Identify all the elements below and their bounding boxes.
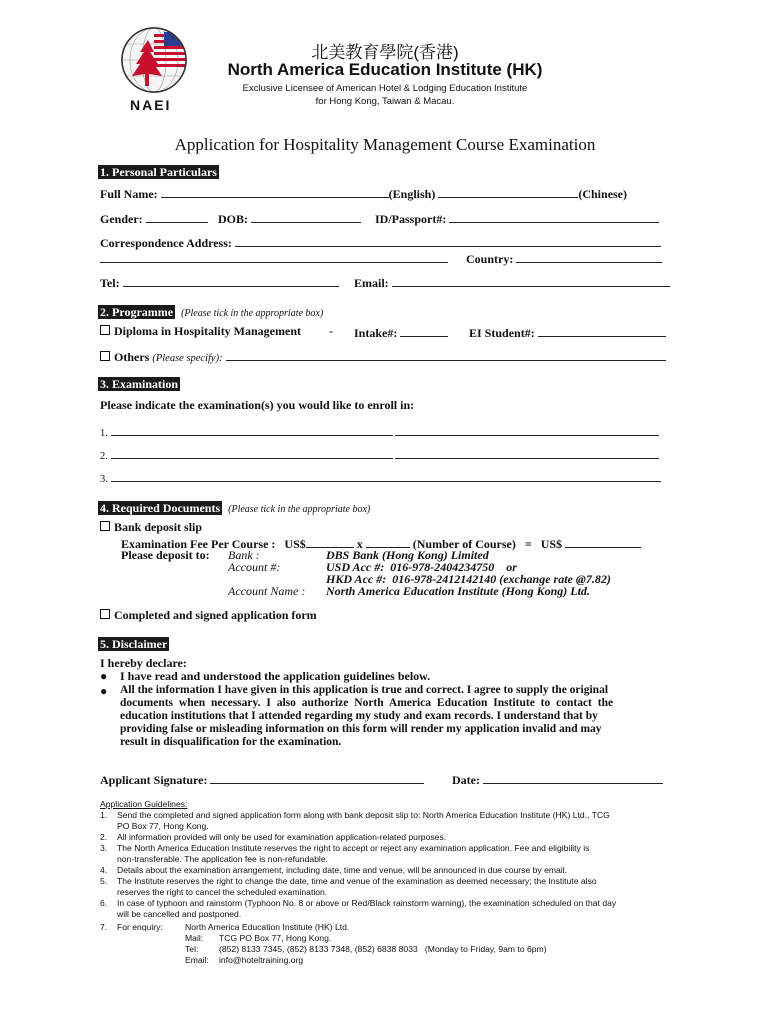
guideline-text: PO Box 77, Hong Kong. <box>117 821 209 831</box>
completed-form-checkbox[interactable] <box>100 609 110 619</box>
guideline-text: Send the completed and signed application form along with bank deposit slip to: North America Education Institute (HK) Ltd., TCG <box>117 810 610 820</box>
others-checkbox[interactable] <box>100 351 110 361</box>
number-of-course-label: (Number of Course) <box>412 537 516 551</box>
exam-row-1 <box>100 425 659 439</box>
guideline-text: The Institute reserves the right to change the date, time and venue of the examination as deemed necessary; the Institute also <box>117 876 597 886</box>
guideline-number: 6. <box>100 898 108 908</box>
licensee-line: Exclusive Licensee of American Hotel & Lodging Education Institute <box>242 83 528 94</box>
mail-label: Mail: <box>185 933 204 943</box>
exam-1-field-b[interactable] <box>395 425 659 436</box>
guideline-number: 5. <box>100 876 108 886</box>
others-specify-hint: (Please specify): <box>152 353 223 364</box>
exam-1-field-a[interactable] <box>111 425 393 436</box>
completed-form-row <box>100 608 317 623</box>
disclaimer-item-2-line-1: All the information I have given in this application is true and correct. I agree to supply the original <box>120 684 609 696</box>
exam-2-number: 2. <box>100 451 108 462</box>
others-field[interactable] <box>226 348 666 361</box>
guideline-number: 4. <box>100 865 108 875</box>
guideline-item <box>100 876 672 898</box>
bank-slip-label: Bank deposit slip <box>114 520 203 534</box>
guideline-text: In case of typhoon and rainstorm (Typhoon No. 8 or above or Red/Black rainstorm warning), the examination scheduled on that day <box>117 898 617 908</box>
dob-label: DOB: <box>218 212 248 226</box>
exam-row-3 <box>100 471 661 485</box>
fee-label: Examination Fee Per Course : <box>121 537 276 551</box>
address-row-2 <box>100 250 448 267</box>
guidelines-title: Application Guidelines: <box>100 799 188 809</box>
completed-form-label: Completed and signed application form <box>114 608 317 622</box>
section-2-header <box>98 303 323 321</box>
others-label: Others <box>114 350 150 364</box>
guideline-text: All information provided will only be used for examination application-related purposes. <box>117 832 447 842</box>
account-name-value: North America Education Institute (Hong Kong) Ltd. <box>326 584 590 598</box>
guideline-item <box>100 810 672 832</box>
full-name-row <box>100 185 627 202</box>
ei-student-label: EI Student#: <box>469 326 535 340</box>
dob-row <box>218 210 361 227</box>
email-row <box>354 274 670 291</box>
gender-label: Gender: <box>100 212 143 226</box>
examination-prompt: Please indicate the examination(s) you would like to enroll in: <box>100 398 415 412</box>
intake-field[interactable] <box>400 324 448 337</box>
exam-row-2 <box>100 448 659 462</box>
tel-label: Tel: <box>100 276 120 290</box>
fee-currency: US$ <box>284 537 306 551</box>
ei-student-field[interactable] <box>538 324 666 337</box>
address-field-1[interactable] <box>235 234 661 247</box>
english-name: North America Education Institute (HK) <box>227 60 543 79</box>
intake-row <box>354 324 448 341</box>
dob-field[interactable] <box>251 210 361 223</box>
bank-slip-row <box>100 520 202 535</box>
date-label: Date: <box>452 773 480 787</box>
hkd-account: HKD Acc #: 016-978-2412142140 (exchange rate @7.82) <box>326 572 611 586</box>
total-amount-field[interactable] <box>565 535 641 548</box>
deposit-label: Please deposit to: <box>121 548 210 562</box>
full-name-chinese-field[interactable] <box>438 185 578 198</box>
email-info-value: info@hoteltraining.org <box>219 955 304 965</box>
english-label: (English) <box>388 187 436 201</box>
ei-student-row <box>469 324 666 341</box>
mail-value: TCG PO Box 77, Hong Kong. <box>219 933 332 943</box>
enquiry-org: North America Education Institute (HK) Ltd. <box>185 922 350 932</box>
guideline-item <box>100 843 672 865</box>
country-field[interactable] <box>516 250 662 263</box>
country-label: Country: <box>466 252 514 266</box>
disclaimer-item-2-line-2: documents when necessary. I also authorize North America Education Institute to contact the <box>120 697 614 709</box>
guideline-number: 2. <box>100 832 108 842</box>
tel-info-label: Tel: <box>185 944 199 954</box>
disclaimer-item-1: I have read and understood the application guidelines below. <box>120 669 431 683</box>
email-field[interactable] <box>392 274 670 287</box>
form-title: Application for Hospitality Management Course Examination <box>174 135 596 154</box>
date-field[interactable] <box>483 771 663 784</box>
guideline-text: Details about the examination arrangement, including date, time and venue, will be announced in due course by email. <box>117 865 568 875</box>
guideline-item <box>100 865 672 876</box>
diploma-row <box>100 324 301 339</box>
intake-label: Intake#: <box>354 326 398 340</box>
exam-2-field-a[interactable] <box>111 448 393 459</box>
disclaimer-item-2-line-4: providing false or misleading information on this form will render my application invalid and may <box>120 723 602 735</box>
disclaimer-item-2-line-5: result in disqualification for the examination. <box>120 736 342 748</box>
guideline-text: The North America Education Institute reserves the right to accept or reject any examination application. Fee and eligibility is <box>117 843 590 853</box>
guideline-number: 3. <box>100 843 108 853</box>
guideline-text: will be cancelled and postponed. <box>117 909 242 919</box>
enquiry-number: 7. <box>100 922 108 932</box>
exam-3-number: 3. <box>100 474 108 485</box>
email-label: Email: <box>354 276 389 290</box>
section-1-heading: 1. Personal Particulars <box>100 165 217 179</box>
fee-amount-field[interactable] <box>306 535 354 548</box>
guideline-number: 1. <box>100 810 108 820</box>
guideline-item <box>100 832 672 843</box>
gender-field[interactable] <box>146 210 208 223</box>
guidelines-list <box>100 810 672 920</box>
bullet-1: ● <box>100 669 108 683</box>
exam-1-number: 1. <box>100 428 108 439</box>
id-field[interactable] <box>449 210 659 223</box>
chinese-label: (Chinese) <box>578 187 628 201</box>
section-2-heading: 2. Programme <box>100 305 174 319</box>
bullet-2: ● <box>100 684 108 698</box>
tel-row <box>100 274 339 291</box>
bank-slip-checkbox[interactable] <box>100 521 110 531</box>
address-row <box>100 234 661 251</box>
exam-3-field[interactable] <box>111 471 661 482</box>
region-line: for Hong Kong, Taiwan & Macau. <box>315 96 455 107</box>
tel-field[interactable] <box>123 274 339 287</box>
country-row <box>466 250 662 267</box>
others-row <box>100 348 666 365</box>
diploma-dash: - <box>329 324 333 338</box>
signature-row <box>100 771 424 788</box>
chinese-name: 北美教育學院(香港) <box>311 43 459 62</box>
disclaimer-item-2-line-3: education institutions that I attended regarding my study and exam records. I understand that by <box>120 710 598 722</box>
logo-text: NAEI <box>130 97 172 113</box>
fee-equals: = <box>524 537 532 551</box>
email-info-label: Email: <box>185 955 209 965</box>
guideline-text: reserves the right to cancel the scheduled examination. <box>117 887 328 897</box>
account-name-label: Account Name : <box>228 584 306 598</box>
declare-text: I hereby declare: <box>100 656 187 670</box>
guideline-item <box>100 898 672 920</box>
section-4-hint: (Please tick in the appropriate box) <box>228 504 371 515</box>
exam-2-field-b[interactable] <box>395 448 659 459</box>
total-currency: US$ <box>540 537 563 551</box>
signature-label: Applicant Signature: <box>100 773 208 787</box>
section-4-heading: 4. Required Documents <box>100 501 221 515</box>
gender-row <box>100 210 208 227</box>
diploma-label: Diploma in Hospitality Management <box>114 324 302 338</box>
diploma-checkbox[interactable] <box>100 325 110 335</box>
full-name-english-field[interactable] <box>161 185 389 198</box>
course-count-field[interactable] <box>366 535 410 548</box>
section-4-header <box>98 499 370 517</box>
fee-multiply: x <box>356 537 363 551</box>
bank-value: DBS Bank (Hong Kong) Limited <box>326 548 489 562</box>
enquiry-label: For enquiry: <box>117 922 163 932</box>
tel-info-value: (852) 8133 7345, (852) 8133 7348, (852) 6838 8033 (Monday to Friday, 9am to 6pm) <box>219 944 547 954</box>
address-field-2[interactable] <box>100 250 448 263</box>
full-name-label: Full Name: <box>100 187 158 201</box>
usd-account: USD Acc #: 016-978-2404234750 or <box>326 560 517 574</box>
bank-label: Bank : <box>228 548 260 562</box>
address-label: Correspondence Address: <box>100 236 232 250</box>
account-number-label: Account #: <box>228 560 281 574</box>
section-2-hint: (Please tick in the appropriate box) <box>181 308 324 319</box>
id-label: ID/Passport#: <box>375 212 447 226</box>
section-3-heading: 3. Examination <box>100 377 179 391</box>
guideline-text: non-transferable. The application fee is non-refundable. <box>117 854 329 864</box>
section-5-heading: 5. Disclaimer <box>100 637 168 651</box>
date-row <box>452 771 663 788</box>
id-row <box>375 210 659 227</box>
signature-field[interactable] <box>210 771 424 784</box>
